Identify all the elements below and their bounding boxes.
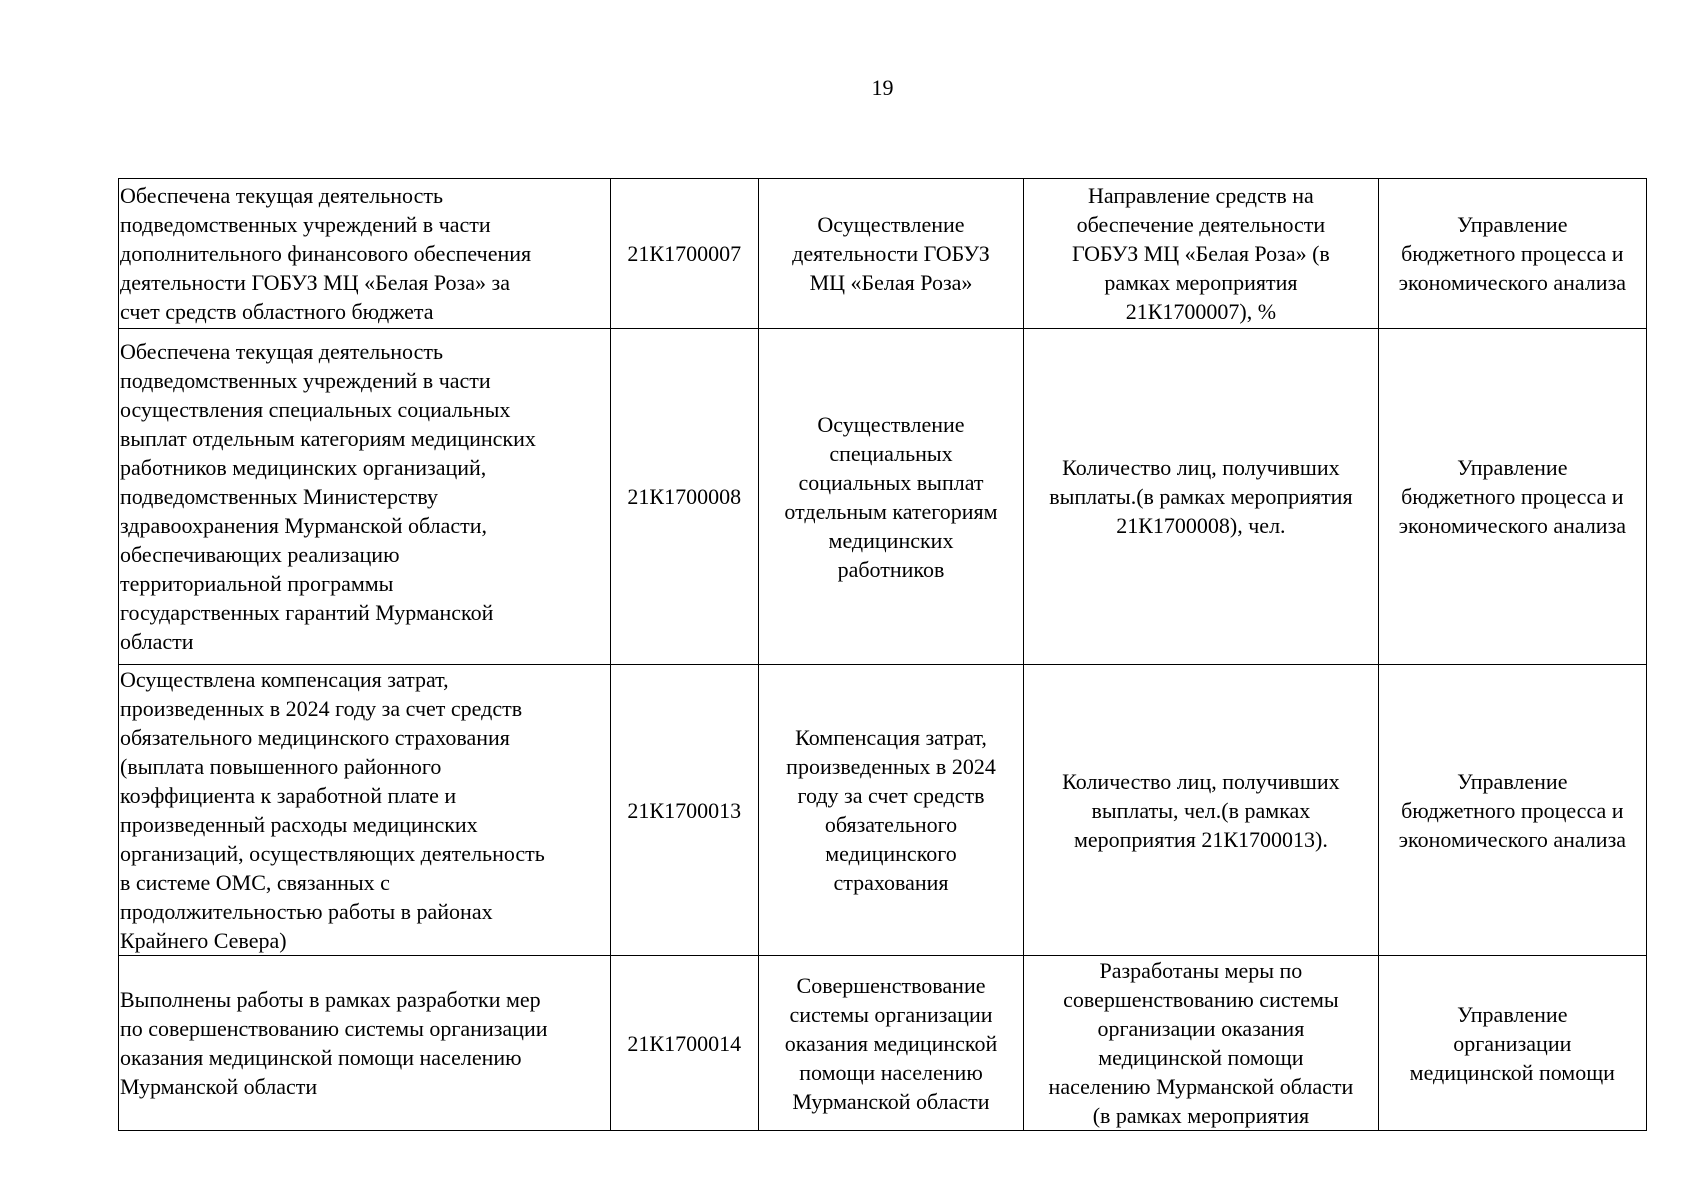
measures-table: [118, 178, 1647, 1131]
responsible-cell: Управление бюджетного процесса и экономического анализа: [1378, 665, 1646, 956]
code-cell: 21К1700013: [610, 665, 758, 956]
table-row: [119, 329, 1647, 665]
page-number: 19: [871, 75, 894, 100]
indicator-cell: Разработаны меры по совершенствованию системы организации оказания медицинской помощи населению Мурманской области (в рамках мероприятия: [1024, 956, 1378, 1131]
indicator-cell: Количество лиц, получивших выплаты, чел.(в рамках мероприятия 21К1700013).: [1024, 665, 1378, 956]
code-cell: 21К1700014: [610, 956, 758, 1131]
result-cell: Обеспечена текущая деятельность подведомственных учреждений в части дополнительного финансового обеспечения деятельности ГОБУЗ МЦ «Белая Роза» за счет средств областного бюджета: [119, 179, 611, 329]
event-cell: Осуществление специальных социальных выплат отдельным категориям медицинских работников: [758, 329, 1023, 665]
responsible-cell: Управление бюджетного процесса и экономического анализа: [1378, 329, 1646, 665]
responsible-cell: Управление организации медицинской помощи: [1378, 956, 1646, 1131]
result-cell: Осуществлена компенсация затрат, произведенных в 2024 году за счет средств обязательного медицинского страхования (выплата повышенного районного коэффициента к заработной плате и произведенный расходы медицинских организаций, осуществляющих деятельность в системе ОМС, связанных с продолжительностью работы в районах Крайнего Севера): [119, 665, 611, 956]
table-row: [119, 956, 1647, 1131]
result-cell: Выполнены работы в рамках разработки мер по совершенствованию системы организации оказания медицинской помощи населению Мурманской области: [119, 956, 611, 1131]
indicator-cell: Направление средств на обеспечение деятельности ГОБУЗ МЦ «Белая Роза» (в рамках мероприятия 21К1700007), %: [1024, 179, 1378, 329]
event-cell: Совершенствование системы организации оказания медицинской помощи населению Мурманской области: [758, 956, 1023, 1131]
result-cell: Обеспечена текущая деятельность подведомственных учреждений в части осуществления специальных социальных выплат отдельным категориям медицинских работников медицинских организаций, подведомственных Министерству здравоохранения Мурманской области, обеспечивающих реализацию территориальной программы государственных гарантий Мурманской области: [119, 329, 611, 665]
event-cell: Компенсация затрат, произведенных в 2024 году за счет средств обязательного медицинского страхования: [758, 665, 1023, 956]
responsible-cell: Управление бюджетного процесса и экономического анализа: [1378, 179, 1646, 329]
code-cell: 21К1700007: [610, 179, 758, 329]
code-cell: 21К1700008: [610, 329, 758, 665]
indicator-cell: Количество лиц, получивших выплаты.(в рамках мероприятия 21К1700008), чел.: [1024, 329, 1378, 665]
event-cell: Осуществление деятельности ГОБУЗ МЦ «Белая Роза»: [758, 179, 1023, 329]
table-row: [119, 665, 1647, 956]
table-row: [119, 179, 1647, 329]
